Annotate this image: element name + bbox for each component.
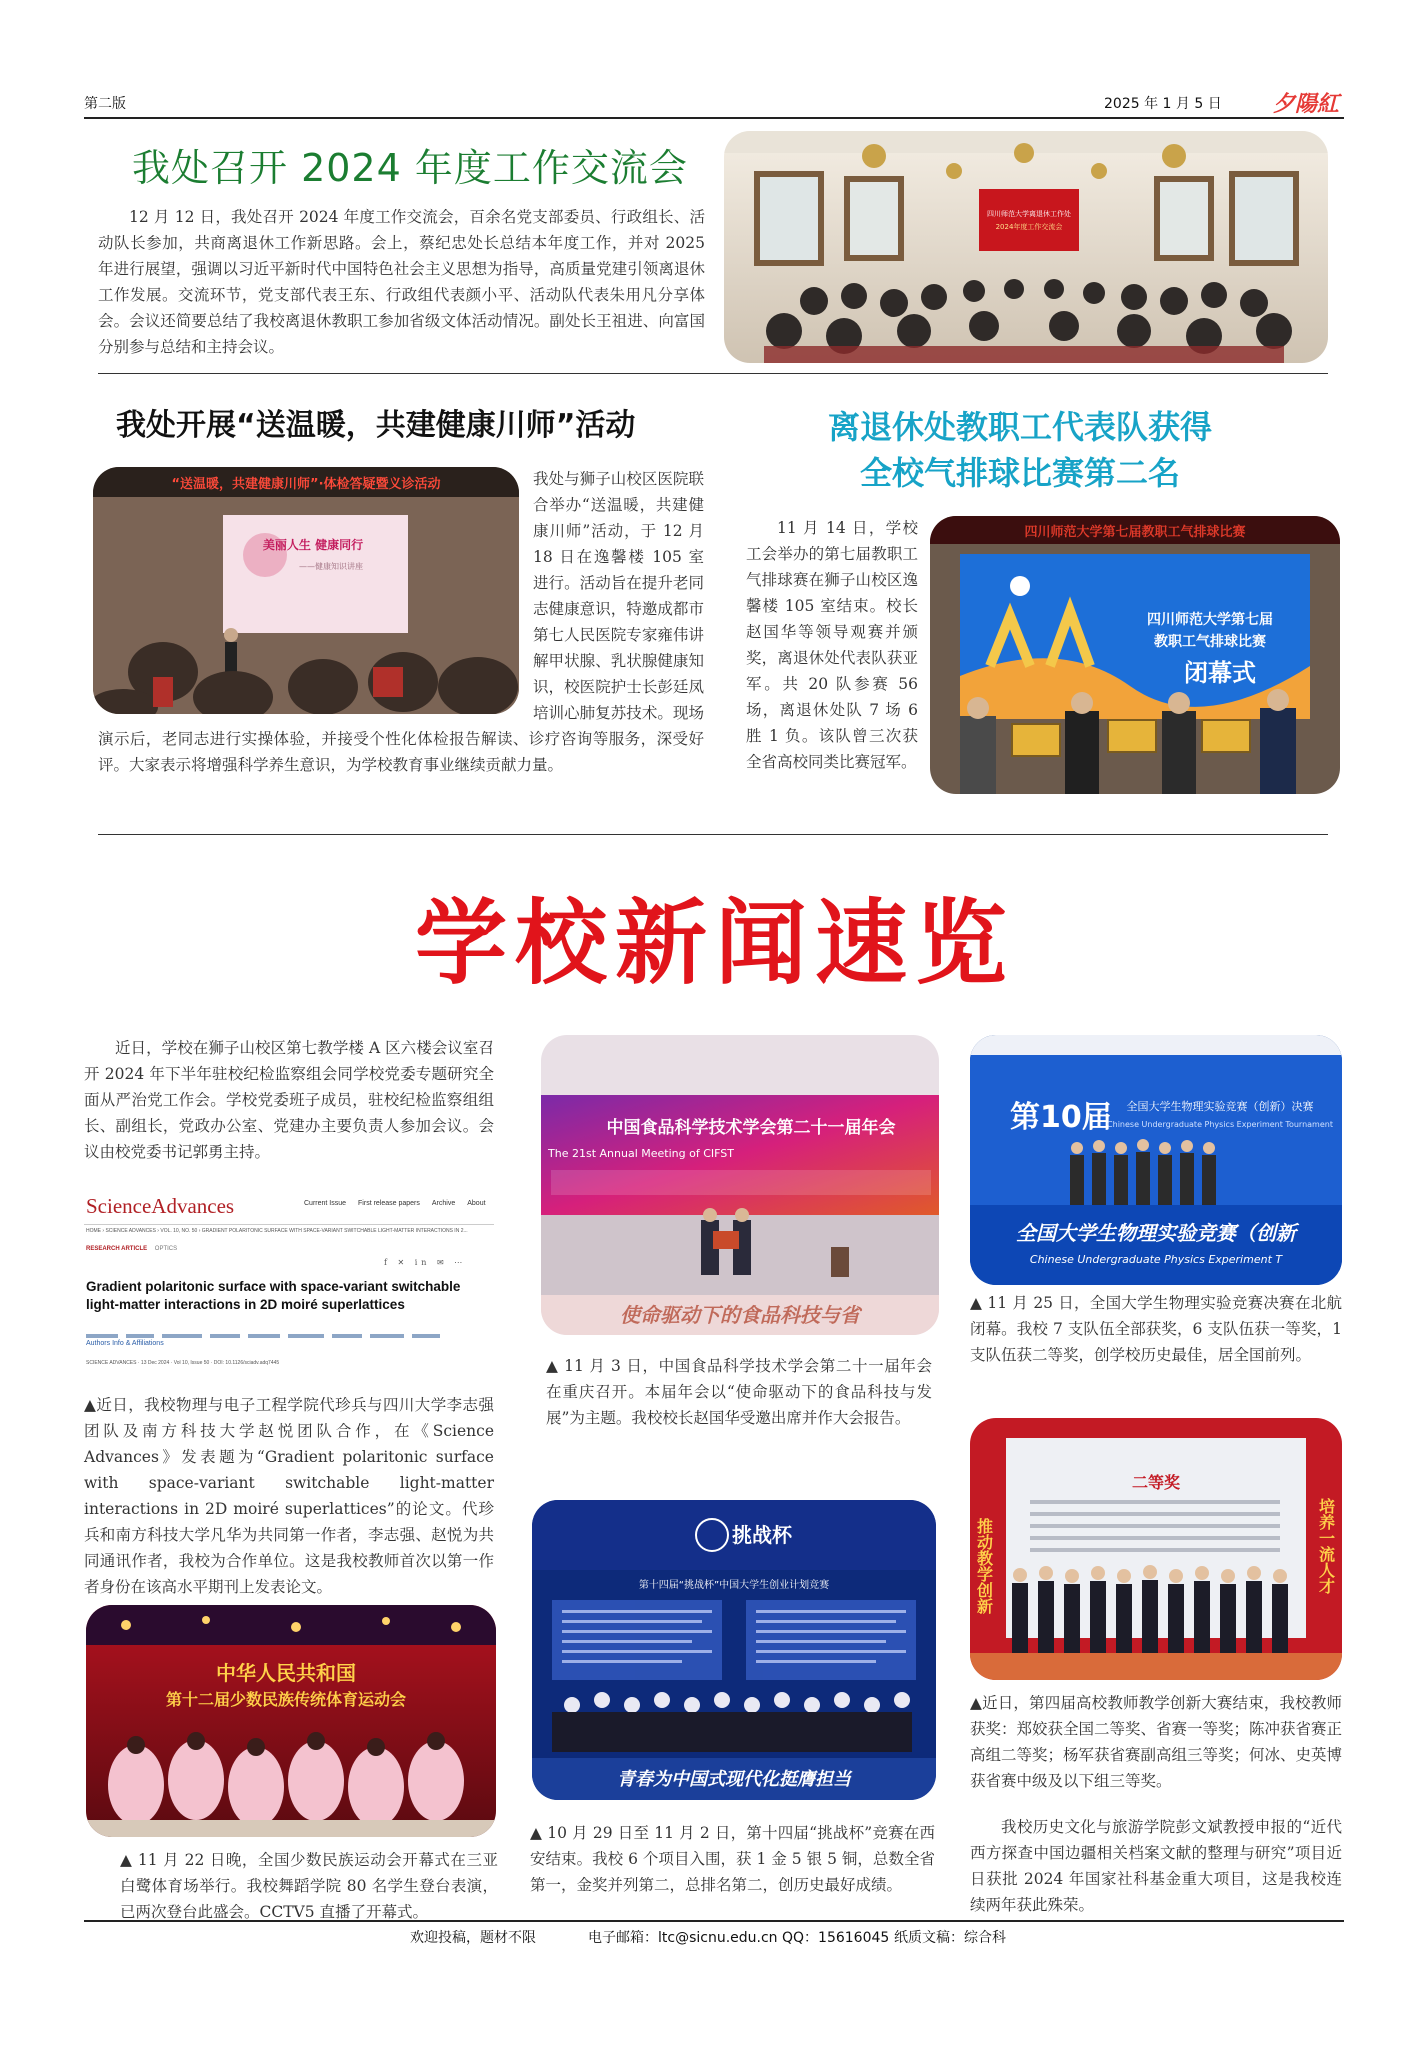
svg-text:闭幕式: 闭幕式 <box>1184 659 1256 687</box>
footer-paper: 纸质文稿：综合科 <box>894 1930 1006 1946</box>
masthead-logo: 夕陽紅 <box>1273 91 1340 117</box>
svg-text:第十二届少数民族传统体育运动会: 第十二届少数民族传统体育运动会 <box>165 1690 407 1709</box>
science-caption: ▲近日，我校物理与电子工程学院代珍兵与四川大学李志强团队及南方科技大学赵悦团队合作，在《Science Advances》发表题为“Gradient polaritonic surface with space-variant switchable light-matter interactions in 2D moiré superlattices”的论文。代珍兵和南方科技大学凡华为共同第一作者，李志强、赵悦为共同通讯作者，我校为合作单位。这是我校教师首次以第一作者身份在该高水平期刊上发表论文。 <box>84 1396 494 1596</box>
science-meta: SCIENCE ADVANCES · 13 Dec 2024 · Vol 10, Issue 50 · DOI: 10.1126/sciadv.adq7445 <box>86 1360 280 1366</box>
article3-title-line1: 离退休处教职工代表队获得 <box>827 408 1212 446</box>
science-paper-title: Gradient polaritonic surface with space-variant switchable light-matter interactions in 2D moiré superlattices <box>86 1279 461 1312</box>
footer-submit: 欢迎投稿，题材不限 <box>410 1930 536 1946</box>
science-nav-first[interactable]: First release papers <box>358 1200 420 1207</box>
divider-1 <box>98 373 1328 374</box>
divider-2 <box>98 834 1328 835</box>
svg-text:——健康知识讲座: ——健康知识讲座 <box>299 562 363 571</box>
article1-title: 我处召开 2024 年度工作交流会 <box>132 146 688 190</box>
article3-body: 11 月 14 日，学校工会举办的第七届教职工气排球赛在狮子山校区逸馨楼 105 室结束。校长赵国华等领导观赛并颁奖，离退休处代表队获亚军。共 20 队参赛 56 场，离退休处队 7 场 6 胜 1 负。该队曾三次获全省高校同类比赛冠军。 <box>746 519 918 771</box>
food-photo-title: 中国食品科学技术学会第二十一届年会 <box>606 1118 896 1138</box>
article3-photo-banner: 四川师范大学第七届 <box>1147 612 1273 628</box>
share-icons[interactable]: f ✕ in ✉ ⋯ <box>384 1258 467 1267</box>
food-photo-bottom: 使命驱动下的食品科技与省 <box>620 1303 860 1327</box>
teaching-photo-title: 二等奖 <box>1131 1473 1181 1492</box>
teaching-innovation-photo <box>970 1418 1342 1680</box>
challenge-cup-photo <box>532 1500 936 1800</box>
ethnic-photo-text: 中华人民共和国 <box>216 1661 356 1685</box>
svg-text:教职工气排球比赛: 教职工气排球比赛 <box>1154 634 1266 650</box>
challenge-caption: ▲ 10 月 29 日至 11 月 2 日，第十四届“挑战杯”竞赛在西安结束。我校 6 个项目入围，获 1 金 5 银 5 铜，总数全省第一，金奖并列第二，总排名第二，创历史最好成绩。 <box>530 1824 935 1894</box>
header-rule <box>84 117 1344 119</box>
science-tag: RESEARCH ARTICLE <box>86 1246 148 1252</box>
science-tag2: OPTICS <box>154 1246 178 1252</box>
footer-rule <box>84 1920 1344 1922</box>
science-advances-screenshot <box>84 1190 494 1380</box>
science-nav-about[interactable]: About <box>467 1200 486 1207</box>
article3-title-line2: 全校气排球比赛第二名 <box>859 454 1180 492</box>
science-nav-current[interactable]: Current Issue <box>304 1200 347 1207</box>
food-photo-en: The 21st Annual Meeting of CIFST <box>548 1147 734 1160</box>
footer-email: 电子邮箱：ltc@sicnu.edu.cn <box>588 1930 778 1946</box>
science-authors-link[interactable]: Authors Info & Affiliations <box>86 1340 164 1347</box>
food-caption: ▲ 11 月 3 日，中国食品科学技术学会第二十一届年会在重庆召开。本届年会以“使命驱动下的食品科技与发展”为主题。我校校长赵国华受邀出席并作大会报告。 <box>546 1357 932 1427</box>
physics-caption: ▲ 11 月 25 日，全国大学生物理实验竞赛决赛在北航闭幕。我校 7 支队伍全部获奖，6 支队伍获一等奖，1 支队伍获二等奖，创学校历史最佳，居全国前列。 <box>970 1294 1342 1364</box>
fund-text: 我校历史文化与旅游学院彭文斌教授申报的“近代西方探查中国边疆相关档案文献的整理与研究”项目近日获批 2024 年国家社科基金重大项目，这是我校连续两年获此殊荣。 <box>970 1818 1342 1914</box>
svg-text:Chinese Undergraduate Physics: Chinese Undergraduate Physics Experiment T <box>1029 1253 1283 1266</box>
challenge-photo-title: 第十四届“挑战杯”中国大学生创业计划竞赛 <box>638 1580 830 1591</box>
teaching-photo-side-right: 培养一流人才 <box>1316 1498 1336 1594</box>
ethnic-caption: ▲ 11 月 22 日晚，全国少数民族运动会开幕式在三亚白鹭体育场举行。我校舞蹈学院 80 名学生登台表演，已两次登台此盛会。CCTV5 直播了开幕式。 <box>120 1851 498 1921</box>
article1-photo <box>724 131 1328 363</box>
article1-photo-banner: 四川师范大学离退休工作处 <box>987 210 1071 218</box>
challenge-photo-bottom: 青春为中国式现代化挺膺担当 <box>617 1769 851 1790</box>
svg-text:2024年度工作交流会: 2024年度工作交流会 <box>995 223 1063 231</box>
article3-photo <box>930 516 1340 794</box>
article1-body: 12 月 12 日，我处召开 2024 年度工作交流会，百余名党支部委员、行政组长、活动队长参加，共商离退休工作新思路。会上，蔡纪忠处长总结本年度工作，并对 2025 年进行展望，强调以习近平新时代中国特色社会主义思想为指导，高质量党建引领离退休工作发展。交流环节，党支部代表王东、行政组代表颜小平、活动队代表朱用凡分享体会。会议还简要总结了我校离退休教职工参加省级文体活动情况。副处长王祖进、向富国分别参与总结和主持会议。 <box>98 208 705 356</box>
physics-photo-title: 全国大学生物理实验竞赛（创新）决赛 <box>1126 1100 1314 1113</box>
footer-qq: QQ：15616045 <box>782 1930 890 1946</box>
teaching-caption: ▲近日，第四届高校教师教学创新大赛结束，我校教师获奖：郑姣获全国二等奖、省赛一等奖；陈冲获省赛正高组二等奖；杨军获省赛副高组三等奖；何冰、史英博获省赛中级及以下组三等奖。 <box>970 1694 1343 1790</box>
article3-title <box>760 404 1280 496</box>
svg-text:美丽人生 健康同行: 美丽人生 健康同行 <box>262 538 364 552</box>
article2-title: 我处开展“送温暖，共建健康川师”活动 <box>116 408 636 443</box>
edition-label: 第二版 <box>84 96 126 112</box>
challenge-photo-logo: 挑战杯 <box>732 1523 792 1547</box>
article2-photo-banner: “送温暖，共建健康川师”·体检答疑暨义诊活动 <box>171 477 441 492</box>
teaching-photo-side-left: 推动教学创新 <box>974 1518 994 1614</box>
science-breadcrumb: HOME › SCIENCE ADVANCES › VOL. 10, NO. 50 › GRADIENT POLARITONIC SURFACE WITH SPACE-VARIANT SWITCHABLE LIGHT-MATTER INTERACTIONS IN 2... <box>86 1228 468 1234</box>
physics-competition-photo <box>970 1035 1342 1285</box>
news-intro: 近日，学校在狮子山校区第七教学楼 A 区六楼会议室召开 2024 年下半年驻校纪检监察组会同学校党委专题研究全面从严治党工作会。学校党委班子成员，驻校纪检监察组组长、副组长，党政办公室、党建办主要负责人参加会议。会议由校党委书记郭勇主持。 <box>84 1039 494 1161</box>
ethnic-games-photo <box>86 1605 496 1837</box>
science-brand: ScienceAdvances <box>86 1194 235 1218</box>
issue-date: 2025 年 1 月 5 日 <box>1104 96 1222 112</box>
article3-photo-top: 四川师范大学第七届教职工气排球比赛 <box>1024 525 1246 540</box>
svg-text:第10届: 第10届 <box>1010 1100 1112 1135</box>
physics-photo-bottom: 全国大学生物理实验竞赛（创新 <box>1016 1221 1296 1245</box>
food-science-photo <box>541 1035 939 1335</box>
science-nav-archive[interactable]: Archive <box>431 1200 456 1207</box>
article2-body: 我处与狮子山校区医院联合举办“送温暖，共建健康川师”活动，于 12 月 18 日在逸馨楼 105 室进行。活动旨在提升老同志健康意识，特邀成都市第七人民医院专家雍伟讲解甲状腺、乳状腺健康知识，校医院护士长彭廷凤培训心肺复苏技术。现场演示后，老同志进行实操体验，并接受个性化体检报告解读、诊疗咨询等服务，深受好评。大家表示将增强科学养生意识，为学校教育事业继续贡献力量。 <box>98 470 704 774</box>
section-title: 学校新闻速览 <box>414 890 1015 997</box>
physics-photo-en: Chinese Undergraduate Physics Experiment Tournament <box>1107 1120 1333 1129</box>
